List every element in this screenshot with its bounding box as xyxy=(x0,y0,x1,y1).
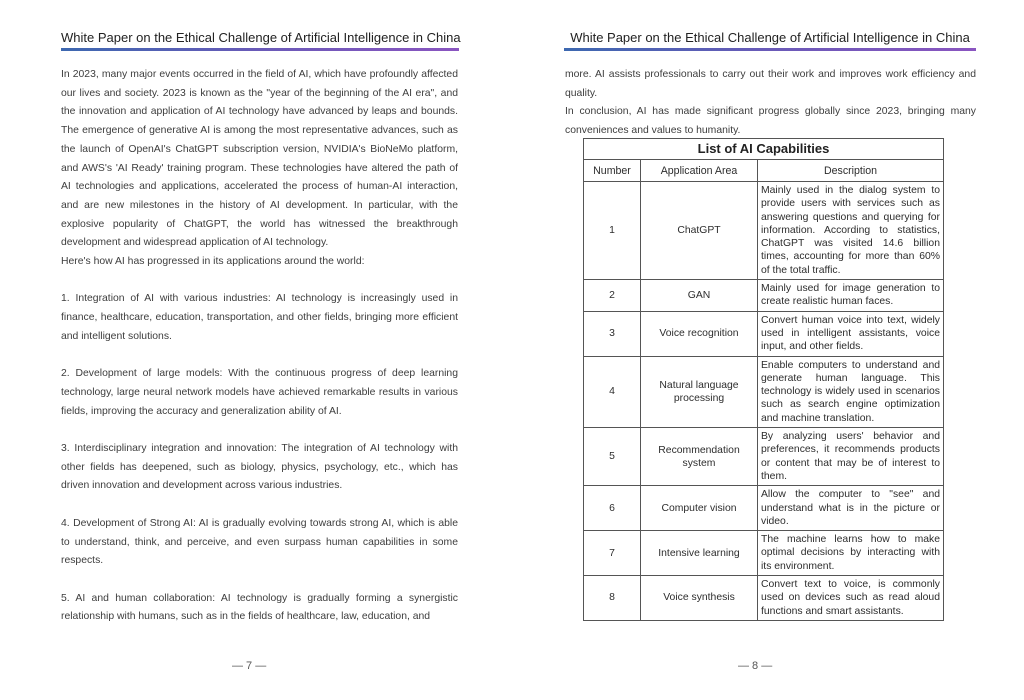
row-number: 3 xyxy=(584,311,641,356)
column-header: Description xyxy=(758,160,944,182)
table-row xyxy=(584,531,944,576)
application-area: Voice recognition xyxy=(641,311,758,356)
table-row xyxy=(584,356,944,427)
row-number: 2 xyxy=(584,280,641,312)
table-row xyxy=(584,486,944,531)
ai-capabilities-table xyxy=(583,138,944,621)
column-header: Application Area xyxy=(641,160,758,182)
page-number: — 8 — xyxy=(738,660,773,672)
table-title: List of AI Capabilities xyxy=(583,138,944,159)
list-lead-paragraph: Here's how AI has progressed in its applications around the world: xyxy=(61,256,365,268)
list-item-paragraph: 5. AI and human collaboration: AI technology is gradually forming a synergistic relationship with humans, such as in the fields of healthcare, law, education, and xyxy=(61,592,458,623)
row-number: 5 xyxy=(584,428,641,486)
left-body-text xyxy=(61,66,458,627)
application-area: Computer vision xyxy=(641,486,758,531)
list-item-paragraph: 3. Interdisciplinary integration and innovation: The integration of AI technology with other fields has deepened, such as biology, physics, psychology, etc., which has driven innovation and development across various industries. xyxy=(61,443,458,492)
header-rule xyxy=(564,48,976,51)
description: By analyzing users' behavior and preferences, it recommends products or content that may be of interest to them. xyxy=(758,428,944,486)
list-item-paragraph: 2. Development of large models: With the continuous progress of deep learning technology, large neural network models have achieved remarkable results in various fields, improving the accuracy and generalization ability of AI. xyxy=(61,368,458,417)
table-row xyxy=(584,428,944,486)
application-area: Intensive learning xyxy=(641,531,758,576)
table-row xyxy=(584,280,944,312)
page-number: — 7 — xyxy=(232,660,267,672)
row-number: 4 xyxy=(584,356,641,427)
description: Convert human voice into text, widely used in intelligent assistants, voice input, and other fields. xyxy=(758,311,944,356)
conclusion-paragraph: In conclusion, AI has made significant progress globally since 2023, bringing many conveniences and values to humanity. xyxy=(565,106,976,137)
row-number: 1 xyxy=(584,182,641,280)
application-area: Recommendation system xyxy=(641,428,758,486)
application-area: ChatGPT xyxy=(641,182,758,280)
list-item-paragraph: 1. Integration of AI with various industries: AI technology is increasingly used in finance, healthcare, education, transportation, and other fields, bringing more efficient and intelligent solutions. xyxy=(61,293,458,342)
right-body-text xyxy=(565,66,976,141)
row-number: 8 xyxy=(584,576,641,621)
description: Convert text to voice, is commonly used on devices such as read aloud functions and smart assistants. xyxy=(758,576,944,621)
right-page xyxy=(512,0,1024,700)
description: Mainly used in the dialog system to provide users with services such as answering questions and querying for information. According to statistics, ChatGPT was visited 14.6 billion times, accounting for more than 60% of the total traffic. xyxy=(758,182,944,280)
row-number: 7 xyxy=(584,531,641,576)
column-header: Number xyxy=(584,160,641,182)
description: Enable computers to understand and generate human language. This technology is widely used in scenarios such as search engine optimization and machine translation. xyxy=(758,356,944,427)
application-area: Natural language processing xyxy=(641,356,758,427)
description: The machine learns how to make optimal decisions by interacting with its environment. xyxy=(758,531,944,576)
row-number: 6 xyxy=(584,486,641,531)
description: Allow the computer to "see" and understand what is in the picture or video. xyxy=(758,486,944,531)
table-header-row xyxy=(584,160,944,182)
application-area: Voice synthesis xyxy=(641,576,758,621)
running-header: White Paper on the Ethical Challenge of Artificial Intelligence in China xyxy=(570,30,970,45)
intro-paragraph: In 2023, many major events occurred in the field of AI, which have profoundly affected our lives and society. 2023 is known as the "year of the beginning of the AI era", and the innovation and application of AI technology have advanced by leaps and bounds. The emergence of generative AI is among the most representative advances, such as the launch of OpenAI's ChatGPT subscription version, NVIDIA's BioNeMo platform, and AWS's 'AI Ready' training program. These technologies have altered the path of AI technologies and applications, accelerated the process of human-AI interaction, and are new milestones in the history of AI development. In particular, with the explosive popularity of ChatGPT, the world has witnessed the breakthrough development and widespread application of AI technology. xyxy=(61,69,458,249)
application-area: GAN xyxy=(641,280,758,312)
list-item-paragraph: 4. Development of Strong AI: AI is gradually evolving towards strong AI, which is able to understand, think, and perceive, and even surpass human capabilities in some respects. xyxy=(61,517,458,567)
running-header: White Paper on the Ethical Challenge of Artificial Intelligence in China xyxy=(61,30,461,45)
table-row xyxy=(584,576,944,621)
continuation-paragraph: more. AI assists professionals to carry out their work and improves work efficiency and quality. xyxy=(565,69,976,99)
table-row xyxy=(584,311,944,356)
header-rule xyxy=(61,48,459,51)
table-row xyxy=(584,182,944,280)
description: Mainly used for image generation to create realistic human faces. xyxy=(758,280,944,312)
